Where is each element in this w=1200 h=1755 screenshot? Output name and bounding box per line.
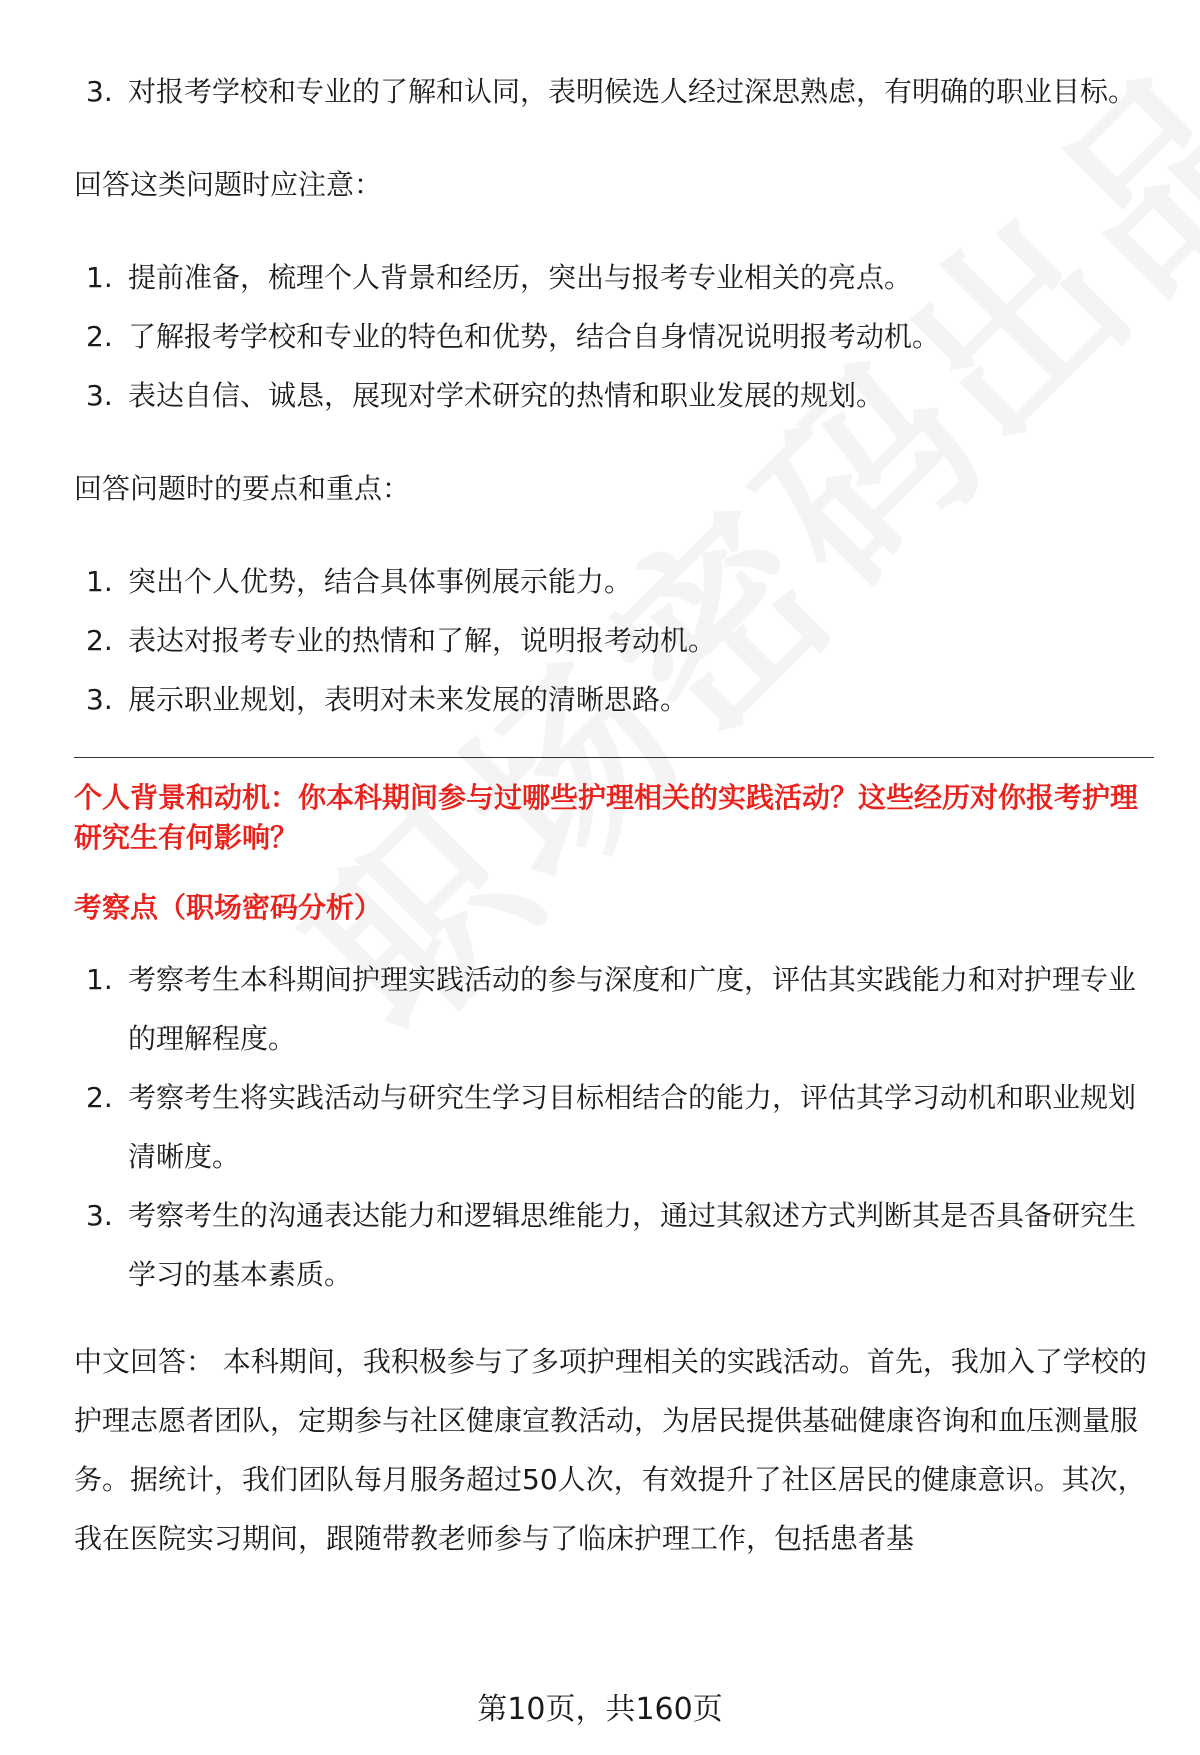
points-list: [74, 552, 1154, 729]
list-number: 2.: [86, 1081, 113, 1114]
list-text: 考察考生的沟通表达能力和逻辑思维能力，通过其叙述方式判断其是否具备研究生学习的基本素质。: [128, 1199, 1137, 1291]
list-number: 3.: [86, 75, 113, 108]
list-text: 表达对报考专业的热情和了解，说明报考动机。: [128, 624, 717, 657]
list-item: [74, 1068, 1154, 1186]
list-number: 1.: [86, 963, 113, 996]
list-text: 表达自信、诚恳，展现对学术研究的热情和职业发展的规划。: [128, 379, 885, 412]
list-item: [74, 307, 1154, 366]
list-number: 3.: [86, 379, 113, 412]
list-item: [74, 248, 1154, 307]
list-text: 考察考生本科期间护理实践活动的参与深度和广度，评估其实践能力和对护理专业的理解程度。: [128, 963, 1137, 1055]
criteria-list-tail: [74, 62, 1154, 121]
list-number: 3.: [86, 1199, 113, 1232]
section-heading-points: 回答问题时的要点和重点：: [74, 472, 411, 505]
list-item: [74, 366, 1154, 425]
exam-point-title: 考察点（职场密码分析）: [74, 891, 383, 924]
list-number: 3.: [86, 683, 113, 716]
list-text: 了解报考学校和专业的特色和优势，结合自身情况说明报考动机。: [128, 320, 941, 353]
list-item: [74, 552, 1154, 611]
list-item: [74, 611, 1154, 670]
list-item: [74, 1186, 1154, 1304]
question-heading: 个人背景和动机：你本科期间参与过哪些护理相关的实践活动？这些经历对你报考护理研究生有何影响？: [74, 781, 1139, 854]
list-text: 考察考生将实践活动与研究生学习目标相结合的能力，评估其学习动机和职业规划清晰度。: [128, 1081, 1137, 1173]
section-divider: [74, 757, 1154, 758]
notes-list: [74, 248, 1154, 425]
list-number: 1.: [86, 565, 113, 598]
list-text: 提前准备，梳理个人背景和经历，突出与报考专业相关的亮点。: [128, 261, 913, 294]
list-number: 2.: [86, 320, 113, 353]
list-item: [74, 62, 1154, 121]
section-heading-notes: 回答这类问题时应注意：: [74, 168, 383, 201]
page-content: [74, 62, 1154, 1568]
list-text: 突出个人优势，结合具体事例展示能力。: [128, 565, 633, 598]
list-text: 对报考学校和专业的了解和认同，表明候选人经过深思熟虑，有明确的职业目标。: [128, 75, 1137, 108]
list-item: [74, 950, 1154, 1068]
list-item: [74, 670, 1154, 729]
list-text: 展示职业规划，表明对未来发展的清晰思路。: [128, 683, 689, 716]
page-number: 第10页，共160页: [477, 1692, 723, 1727]
exam-point-list: [74, 950, 1154, 1304]
answer-paragraph: 中文回答： 本科期间，我积极参与了多项护理相关的实践活动。首先，我加入了学校的护理志愿者团队，定期参与社区健康宣教活动，为居民提供基础健康咨询和血压测量服务。据统计，我们团队每月服务超过50人次，有效提升了社区居民的健康意识。其次，我在医院实习期间，跟随带教老师参与了临床护理工作，包括患者基: [74, 1345, 1147, 1555]
list-number: 2.: [86, 624, 113, 657]
list-number: 1.: [86, 261, 113, 294]
